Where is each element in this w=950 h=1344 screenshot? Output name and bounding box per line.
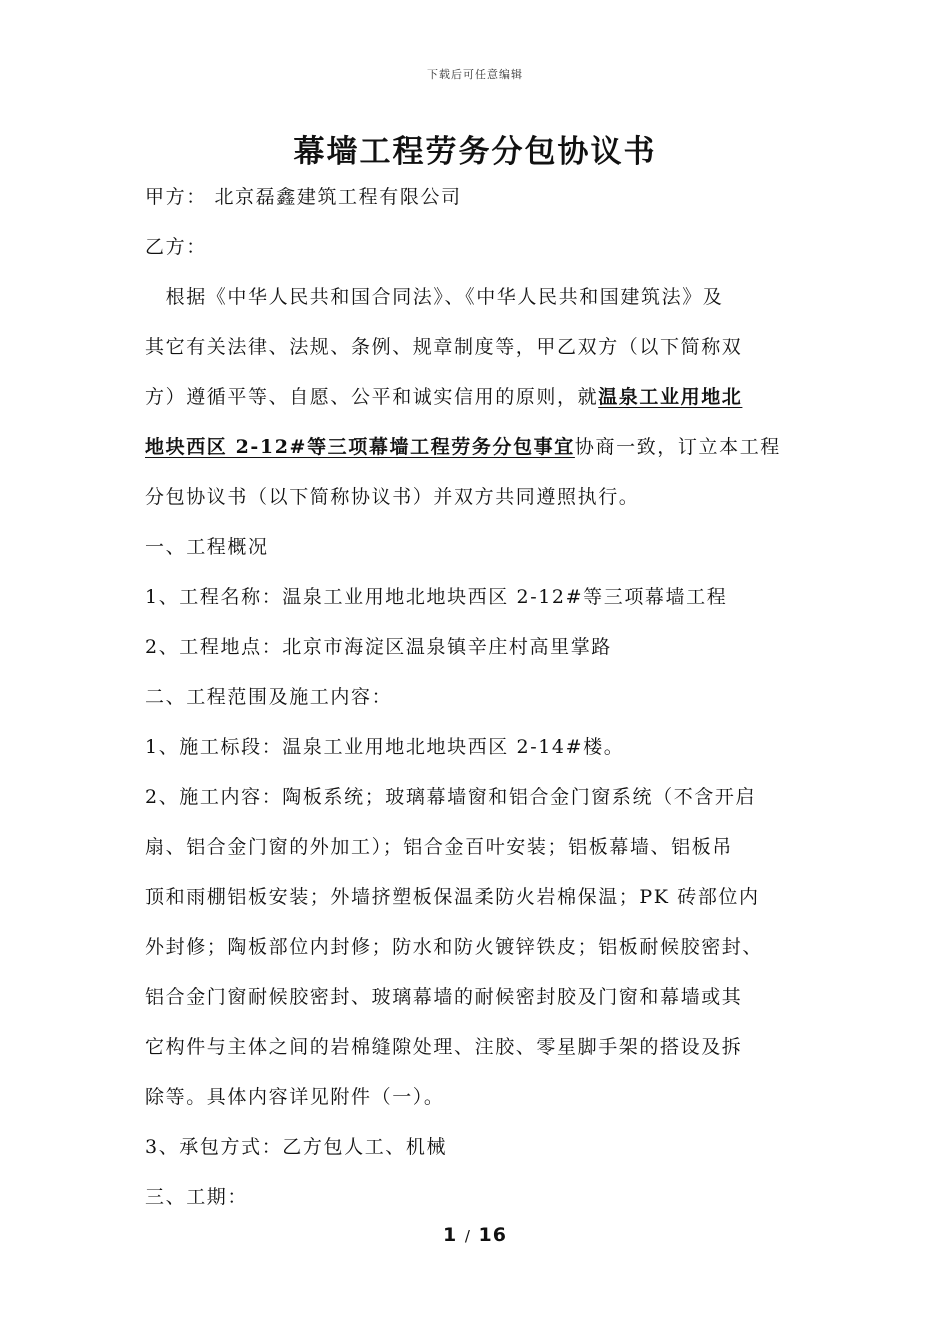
- project-name-highlight-cont: 地块西区 2-12#等三项幕墙工程劳务分包事宜: [145, 436, 575, 458]
- page-current: 1: [443, 1224, 458, 1246]
- section-heading-overview: 一、工程概况: [145, 536, 269, 558]
- preamble-line-1: 根据《中华人民共和国合同法》、《中华人民共和国建筑法》及: [145, 286, 724, 308]
- preamble-line-2: 其它有关法律、法规、条例、规章制度等，甲乙双方（以下简称双: [145, 336, 743, 358]
- construction-content-line-1: 2、施工内容：陶板系统；玻璃幕墙窗和铝合金门窗系统（不含开启: [145, 786, 757, 808]
- construction-content-line-4: 外封修；陶板部位内封修；防水和防火镀锌铁皮；铝板耐候胶密封、: [145, 936, 764, 958]
- contract-method-item: 3、承包方式：乙方包人工、机械: [145, 1136, 448, 1158]
- page-number: [0, 1224, 950, 1246]
- page-separator: /: [464, 1227, 471, 1245]
- section-heading-scope: 二、工程范围及施工内容：: [145, 686, 393, 708]
- preamble-line-4: [145, 434, 825, 460]
- document-title: 幕墙工程劳务分包协议书: [293, 134, 657, 170]
- party-a-line: 甲方： 北京磊鑫建筑工程有限公司: [145, 186, 462, 208]
- party-b-line: 乙方：: [145, 236, 207, 258]
- preamble-text: 协商一致，订立本工程: [574, 436, 781, 458]
- page-header-note: 下载后可任意编辑: [427, 68, 523, 81]
- construction-content-line-5: 铝合金门窗耐候胶密封、玻璃幕墙的耐候密封胶及门窗和幕墙或其: [145, 986, 743, 1008]
- construction-section-item: 1、施工标段：温泉工业用地北地块西区 2-14#楼。: [145, 736, 625, 758]
- preamble-text: 方）遵循平等、自愿、公平和诚实信用的原则，就: [145, 386, 599, 408]
- project-location-item: 2、工程地点：北京市海淀区温泉镇辛庄村高里掌路: [145, 636, 612, 658]
- preamble-line-5: 分包协议书（以下简称协议书）并双方共同遵照执行。: [145, 486, 640, 508]
- construction-content-line-2: 扇、铝合金门窗的外加工）；铝合金百叶安装；铝板幕墙、铝板吊: [145, 836, 733, 858]
- project-name-item: 1、工程名称：温泉工业用地北地块西区 2-12#等三项幕墙工程: [145, 586, 728, 608]
- section-heading-schedule: 三、工期：: [145, 1186, 249, 1208]
- construction-content-line-7: 除等。具体内容详见附件（一）。: [145, 1086, 445, 1108]
- construction-content-line-6: 它构件与主体之间的岩棉缝隙处理、注胶、零星脚手架的搭设及拆: [145, 1036, 743, 1058]
- project-name-highlight: 温泉工业用地北: [598, 386, 743, 408]
- construction-content-line-3: 顶和雨棚铝板安装；外墙挤塑板保温柔防火岩棉保温；PK 砖部位内: [145, 886, 760, 908]
- preamble-line-3: [145, 384, 825, 410]
- page-total: 16: [478, 1224, 507, 1246]
